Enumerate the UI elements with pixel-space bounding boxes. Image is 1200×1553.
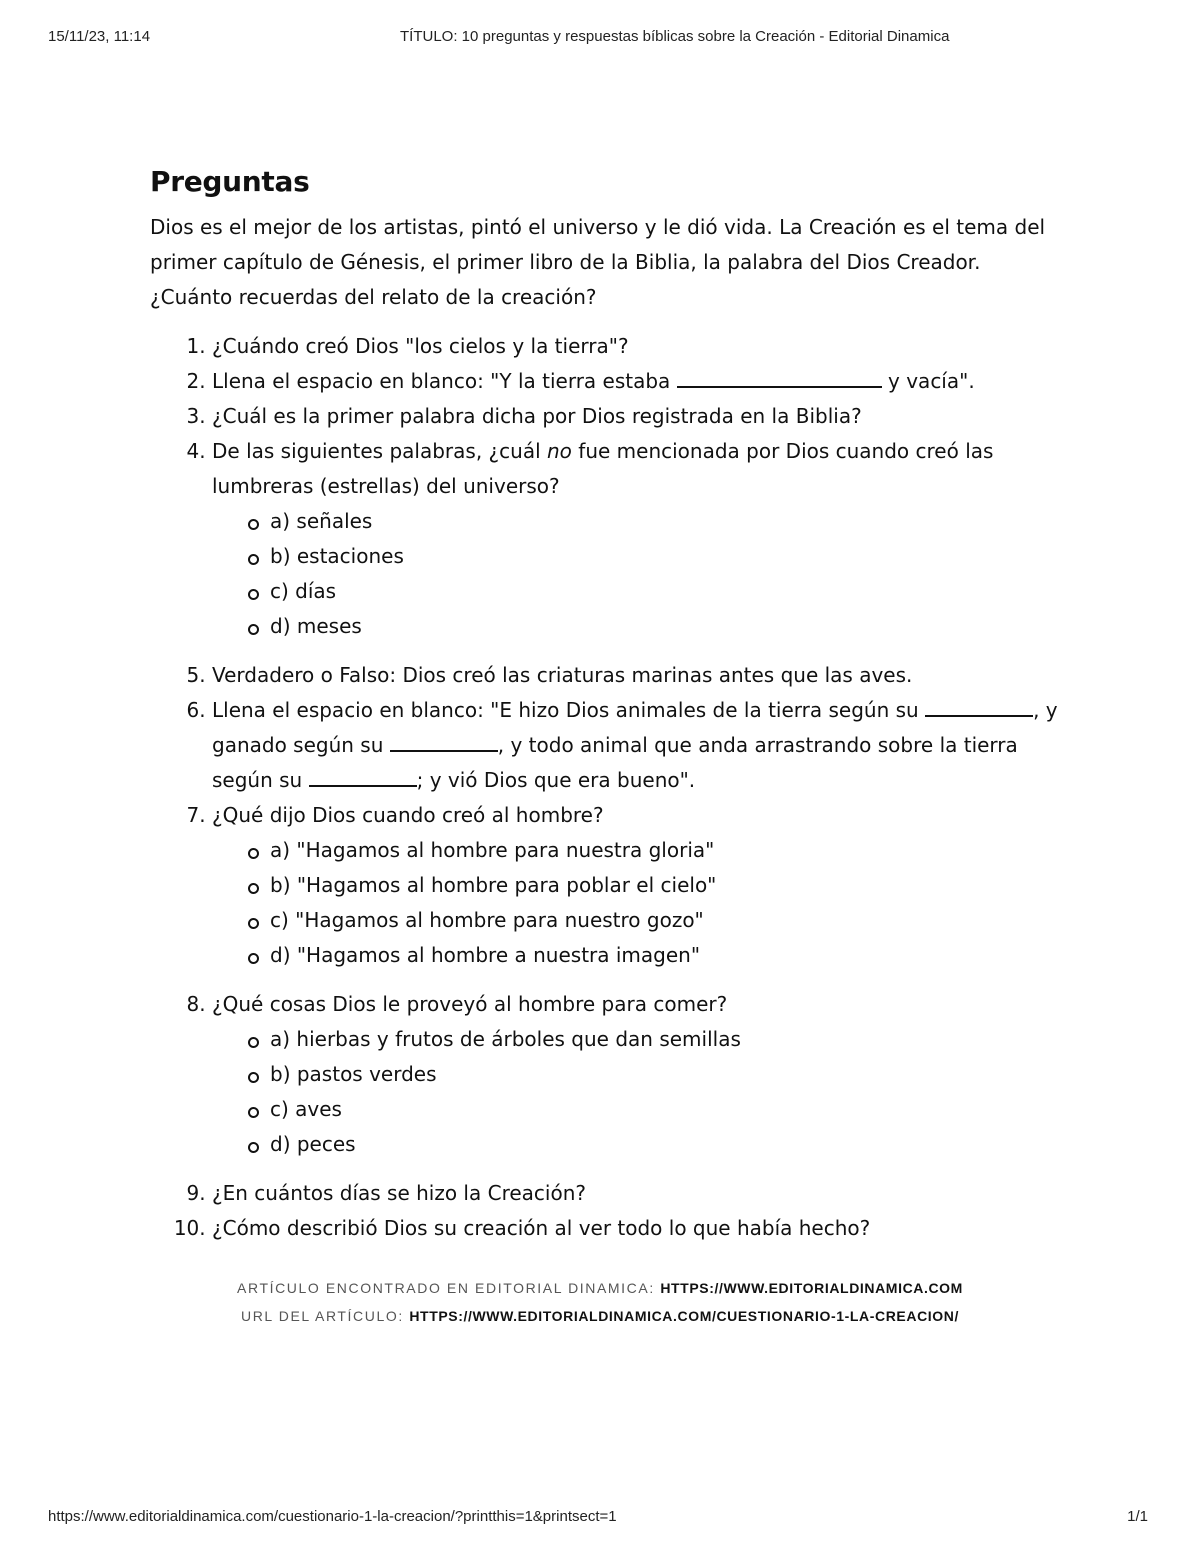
option-item: d) peces [250,1127,1060,1162]
page-heading: Preguntas [150,165,310,198]
option-item: c) "Hagamos al hombre para nuestro gozo" [250,903,1060,938]
question-6 [212,693,1060,798]
question-list [150,329,1060,1246]
question-2-text-after: y vacía". [881,369,975,393]
question-9: 9. ¿En cuántos días se hizo la Creación? [212,1176,1060,1211]
question-6-part-3: , y todo animal que anda arrastrando sobre la tierra según su [212,733,1018,792]
fill-in-blank [390,728,498,752]
question-6-part-1: Llena el espacio en blanco: "E hizo Dios animales de la tierra según su [212,698,926,722]
question-8 [212,987,1060,1162]
question-7-options [212,833,1060,973]
print-url: https://www.editorialdinamica.com/cuestionario-1-la-creacion/?printthis=1&printsect=1 [48,1508,617,1525]
fill-in-blank [309,763,417,787]
question-7-text: ¿Qué dijo Dios cuando creó al hombre? [212,803,604,827]
fill-in-blank [677,364,882,388]
question-4-text-after: fue mencionada por Dios cuando creó las lumbreras (estrellas) del universo? [212,439,994,498]
question-5: 5. Verdadero o Falso: Dios creó las criaturas marinas antes que las aves. [212,658,1060,693]
question-4 [212,434,1060,644]
option-item: b) "Hagamos al hombre para poblar el cielo" [250,868,1060,903]
article-url-label: URL DEL ARTÍCULO: [241,1308,410,1324]
source-credit [0,1280,1200,1296]
article-url-link[interactable]: HTTPS://WWW.EDITORIALDINAMICA.COM/CUESTIONARIO-1-LA-CREACION/ [409,1308,959,1324]
source-label: ARTÍCULO ENCONTRADO EN EDITORIAL DINAMICA: [237,1280,661,1296]
option-item: d) "Hagamos al hombre a nuestra imagen" [250,938,1060,973]
question-2 [212,364,1060,399]
option-item: a) "Hagamos al hombre para nuestra gloria" [250,833,1060,868]
question-4-text-before: De las siguientes palabras, ¿cuál [212,439,547,463]
option-item: d) meses [250,609,1060,644]
question-4-emphasis: no [547,439,572,463]
intro-paragraph: Dios es el mejor de los artistas, pintó el universo y le dió vida. La Creación es el tema del primer capítulo de Génesis, el primer libro de la Biblia, la palabra del Dios Creador. ¿Cuánto recuerdas del relato de la creación? [150,215,1046,309]
question-6-part-4: ; y vió Dios que era bueno". [416,768,696,792]
question-2-text-before: Llena el espacio en blanco: "Y la tierra estaba [212,369,677,393]
question-10: 10. ¿Cómo describió Dios su creación al ver todo lo que había hecho? [212,1211,1060,1246]
option-item: a) señales [250,504,1060,539]
question-3: 3. ¿Cuál es la primer palabra dicha por Dios registrada en la Biblia? [212,399,1060,434]
page-number: 1/1 [1127,1508,1148,1525]
fill-in-blank [925,693,1033,717]
print-datetime: 15/11/23, 11:14 [48,28,151,45]
print-page-title: TÍTULO: 10 preguntas y respuestas bíblicas sobre la Creación - Editorial Dinamica [400,28,950,45]
question-1: 1. ¿Cuándo creó Dios "los cielos y la tierra"? [212,329,1060,364]
option-item: b) estaciones [250,539,1060,574]
question-4-options [212,504,1060,644]
option-item: a) hierbas y frutos de árboles que dan semillas [250,1022,1060,1057]
article-url-credit [0,1308,1200,1324]
question-8-text: ¿Qué cosas Dios le proveyó al hombre para comer? [212,992,728,1016]
option-item: b) pastos verdes [250,1057,1060,1092]
question-8-options [212,1022,1060,1162]
question-7 [212,798,1060,973]
question-6-part-2: , y ganado según su [212,698,1058,757]
option-item: c) aves [250,1092,1060,1127]
article-content [150,165,1060,1246]
source-site-link[interactable]: HTTPS://WWW.EDITORIALDINAMICA.COM [660,1280,963,1296]
option-item: c) días [250,574,1060,609]
